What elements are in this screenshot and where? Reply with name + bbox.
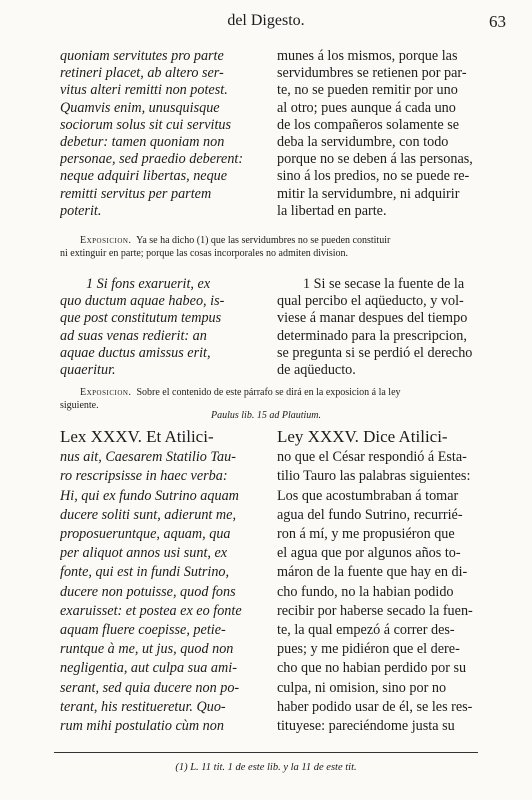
spanish-line: servidumbres se retienen por par- (277, 65, 467, 82)
latin-line: runtque à me, ut jus, quod non (60, 641, 234, 658)
latin-line: sociorum solus sit cui servitus (60, 116, 232, 133)
spanish-line: Los que acostumbraban á tomar (277, 487, 459, 504)
spanish-line: cho fundo, no la habian podido (277, 583, 454, 600)
latin-line: rum mihi postulatio cùm non (60, 718, 224, 735)
running-header (0, 12, 532, 34)
exposicion-label: Exposicion. (80, 387, 132, 398)
exposicion-text: ni extinguir en parte; porque las cosas incorporales no admiten division. (60, 248, 348, 259)
latin-line: vitus alteri remitti non potest. (60, 82, 228, 99)
latin-line: personae, sed praedio deberent: (60, 151, 244, 168)
latin-line: fonte, qui est in fundi Sutrino, (60, 564, 230, 581)
latin-line: per aliquot annos usi sunt, ex (60, 545, 228, 562)
latin-line: remitti servitus per partem (60, 185, 212, 202)
source-citation: Paulus lib. 15 ad Plautium. (211, 410, 321, 421)
block2-latin-column (60, 276, 268, 379)
spanish-line: cho que no habian perdido por su (277, 660, 467, 677)
spanish-line: el agua que por algunos años to- (277, 545, 461, 562)
latin-line: ro rescripsisse in haec verba: (60, 468, 228, 485)
spanish-line: tituyese: pareciéndome justa su (277, 718, 455, 735)
spanish-line: haber podido usar de él, se les res- (277, 698, 473, 715)
latin-line: ducere soliti sunt, adierunt me, (60, 506, 237, 523)
latin-line: Hi, qui ex fundo Sutrino aquam (60, 487, 239, 504)
spanish-line: munes á los mismos, porque las (277, 48, 458, 64)
footnote-rule (54, 752, 478, 753)
spanish-line: se pregunta si se perdió el derecho (277, 344, 473, 361)
running-title: del Digesto. (227, 12, 305, 29)
latin-line: ducere non potuisse, quod fons (60, 583, 236, 600)
spanish-line: te, la qual empezó á correr des- (277, 622, 455, 639)
spanish-line: pues; y me pidiéron que el dere- (277, 641, 460, 658)
latin-line: terant, his restitueretur. Quo- (60, 698, 226, 715)
latin-line: neque adquiri libertas, neque (60, 168, 228, 185)
latin-line: Quamvis enim, unusquisque (60, 99, 220, 116)
spanish-line: determinado para la prescripcion, (277, 327, 467, 344)
spanish-line: de los compañeros solamente se (277, 116, 460, 133)
latin-line: aquae ductus amissus erit, (60, 344, 211, 361)
spanish-line: viese á manar despues del tiempo (277, 310, 468, 327)
spanish-line: sino á los predios, no se puede re- (277, 168, 470, 185)
latin-line: serant, sed quia ducere non po- (60, 679, 240, 696)
spanish-line: culpa, ni omision, sino por no (277, 679, 447, 696)
spanish-line: al otro; pues aunque á cada uno (277, 99, 456, 116)
latin-line: quaeritur. (60, 362, 116, 379)
spanish-line: ron á mí, y me propusiéron que (277, 526, 455, 543)
exposicion-label: Exposicion. (80, 235, 132, 246)
exposicion-text: siguiente. (60, 400, 99, 411)
latin-line: aquam fluere coepisse, petie- (60, 622, 226, 639)
latin-line: negligentia, aut culpa sua ami- (60, 660, 237, 677)
law-heading-spanish: Ley XXXV. Dice Atilici- (277, 427, 448, 446)
spanish-line: porque no se deben á las personas, (277, 151, 473, 168)
block2-spanish-column (277, 276, 489, 379)
spanish-line: máron de la fuente que hay en di- (277, 564, 468, 581)
exposicion-note (60, 234, 490, 260)
spanish-line: recibir por haberse secado la fuen- (277, 602, 473, 619)
spanish-line: deba la servidumbre, con todo (277, 134, 449, 151)
latin-line: exaruisset: et postea ex eo fonte (60, 602, 242, 619)
exposicion-text: Ya se ha dicho (1) que las servidumbres no se pueden constituir (136, 235, 391, 246)
spanish-line: no que el César respondió á Esta- (277, 449, 467, 466)
page-number: 63 (489, 12, 506, 31)
spanish-line: de aqüeducto. (277, 362, 356, 379)
exposicion-note (60, 386, 490, 412)
spanish-line: 1 Si se secase la fuente de la (303, 276, 465, 292)
block3-spanish-column (277, 427, 489, 736)
latin-line: 1 Si fons exaruerit, ex (86, 276, 211, 292)
footnote: (1) L. 11 tit. 1 de este lib. y la 11 de este tit. (175, 762, 357, 773)
latin-line: debetur: tamen quoniam non (60, 134, 225, 151)
latin-line: quo ductum aquae habeo, is- (60, 293, 225, 310)
spanish-line: qual percibo el aqüeducto, y vol- (277, 293, 464, 310)
spanish-line: tilio Tauro las palabras siguientes: (277, 468, 471, 485)
latin-line: proposueruntque, aquam, qua (60, 526, 231, 543)
exposicion-text: Sobre el contenido de este párrafo se dirá en la exposicion á la ley (136, 387, 401, 398)
spanish-line: agua del fundo Sutrino, recurrié- (277, 506, 463, 523)
latin-line: nus ait, Caesarem Statilio Tau- (60, 449, 236, 466)
law-heading-latin: Lex XXXV. Et Atilici- (60, 427, 214, 446)
latin-line: ad suas venas redierit: an (60, 327, 207, 344)
spanish-line: la libertad en parte. (277, 202, 387, 219)
latin-line: poterit. (60, 202, 102, 219)
latin-line: retineri placet, ab altero ser- (60, 65, 224, 82)
block1-latin-column (60, 48, 268, 220)
latin-line: quoniam servitutes pro parte (60, 48, 224, 64)
block3-latin-column (60, 427, 268, 736)
latin-line: que post constitutum tempus (60, 310, 222, 327)
spanish-line: mitir la servidumbre, ni adquirir (277, 185, 460, 202)
spanish-line: te, no se pueden remitir por uno (277, 82, 458, 99)
block1-spanish-column (277, 48, 489, 220)
